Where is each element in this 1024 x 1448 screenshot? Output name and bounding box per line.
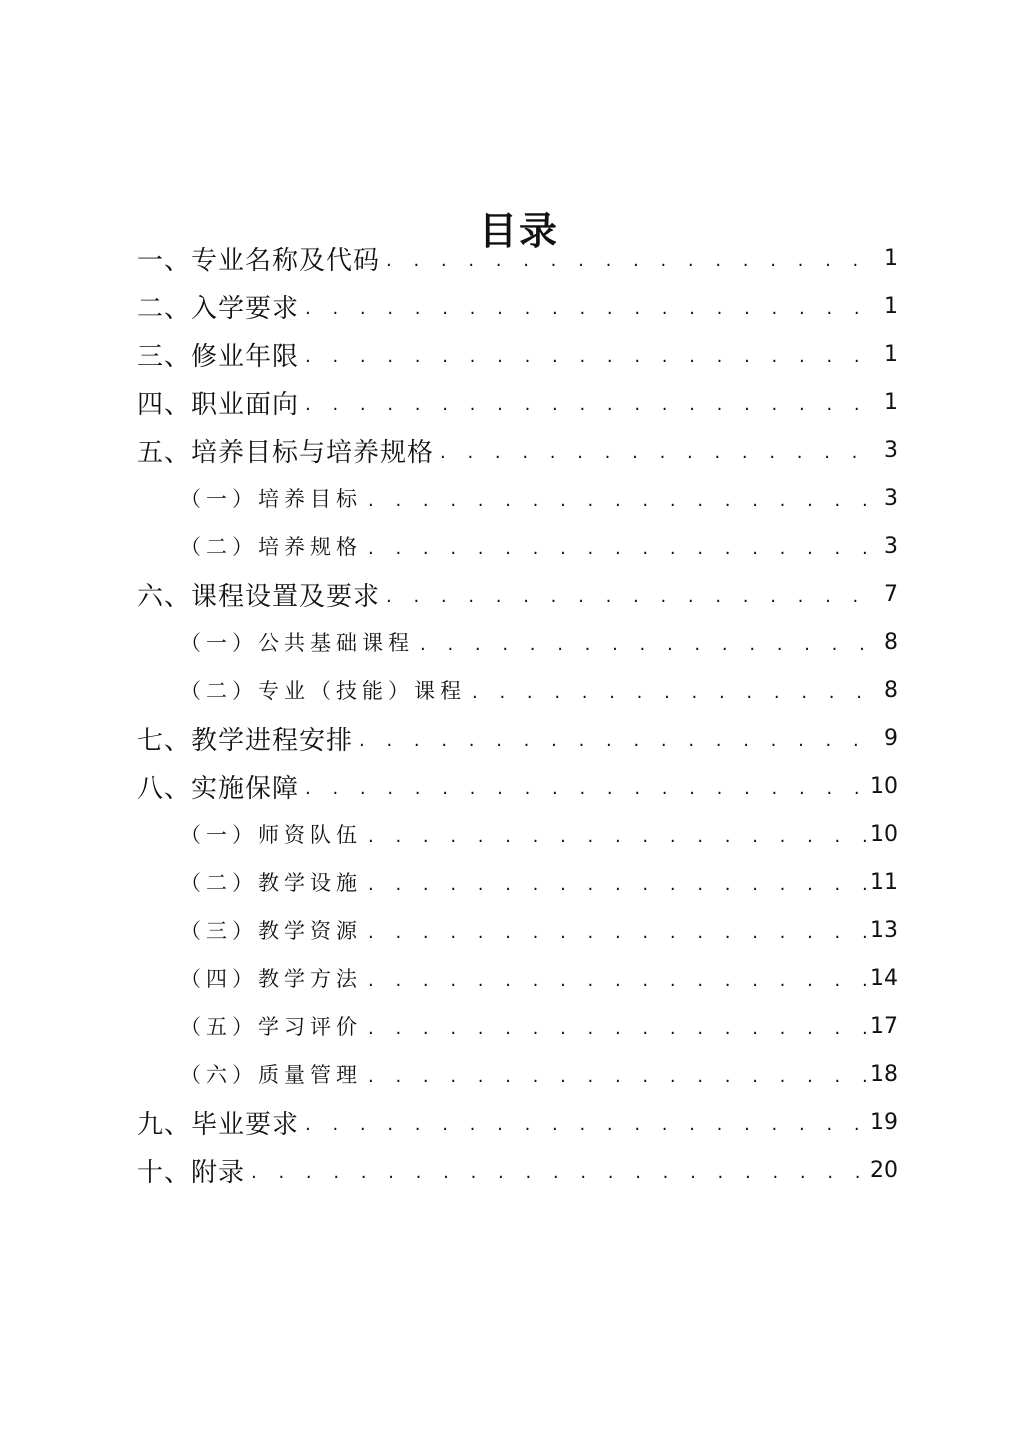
- dot-leader: [440, 438, 876, 474]
- dot-leader: [368, 918, 868, 954]
- toc-entry-page-number: 1: [884, 293, 898, 319]
- dot-leader: [368, 486, 882, 522]
- toc-entry-label: （三）教学资源: [180, 919, 362, 943]
- toc-subentry[interactable]: [180, 954, 898, 1002]
- toc-entry-label: 一、专业名称及代码: [137, 245, 381, 276]
- toc-entry-page-number: 11: [870, 869, 898, 895]
- toc-entry-label: （一）师资队伍: [180, 823, 362, 847]
- dot-leader: [305, 342, 876, 378]
- toc-entry-page-number: 1: [884, 389, 898, 415]
- toc-entry-page-number: 20: [870, 1157, 898, 1183]
- toc-subentry[interactable]: [180, 858, 898, 906]
- dot-leader: [359, 726, 876, 762]
- dot-leader: [420, 630, 882, 666]
- toc-entry-label: 八、实施保障: [137, 773, 300, 804]
- toc-subentry[interactable]: [180, 1002, 898, 1050]
- toc-subentry[interactable]: [180, 522, 898, 570]
- toc-subentry[interactable]: [180, 906, 898, 954]
- toc-subentry[interactable]: [180, 1050, 898, 1098]
- toc-entry-label: （四）教学方法: [180, 967, 362, 991]
- toc-entry-label: 七、教学进程安排: [137, 725, 354, 756]
- toc-entry-label: 十、附录: [137, 1157, 246, 1188]
- toc-entry[interactable]: [137, 1098, 898, 1146]
- toc-entry-page-number: 3: [884, 533, 898, 559]
- toc-entry-label: （二）教学设施: [180, 871, 362, 895]
- toc-entry-page-number: 10: [870, 821, 898, 847]
- toc-entry-label: （二）培养规格: [180, 535, 362, 559]
- toc-subentry[interactable]: [180, 666, 898, 714]
- toc-entry-page-number: 8: [884, 629, 898, 655]
- toc-entry-label: （五）学习评价: [180, 1015, 362, 1039]
- toc-entry[interactable]: [137, 570, 898, 618]
- toc-entry[interactable]: [137, 762, 898, 810]
- dot-leader: [472, 678, 882, 714]
- toc-entry-page-number: 13: [870, 917, 898, 943]
- toc-entry[interactable]: [137, 282, 898, 330]
- toc-subentry[interactable]: [180, 618, 898, 666]
- dot-leader: [305, 1110, 862, 1146]
- toc-entry-label: （一）培养目标: [180, 487, 362, 511]
- dot-leader: [368, 1014, 868, 1050]
- dot-leader: [386, 582, 876, 618]
- dot-leader: [305, 294, 876, 330]
- dot-leader: [368, 1062, 868, 1098]
- toc-entry-label: 四、职业面向: [137, 389, 300, 420]
- dot-leader: [386, 246, 876, 282]
- dot-leader: [368, 822, 868, 858]
- toc-entry-page-number: 3: [884, 437, 898, 463]
- toc-entry-page-number: 9: [884, 725, 898, 751]
- dot-leader: [368, 534, 882, 570]
- dot-leader: [305, 774, 862, 810]
- toc-entry[interactable]: [137, 714, 898, 762]
- toc-entry-label: 三、修业年限: [137, 341, 300, 372]
- toc-subentry[interactable]: [180, 474, 898, 522]
- toc-entry-page-number: 1: [884, 341, 898, 367]
- toc-entry-label: （一）公共基础课程: [180, 631, 414, 655]
- toc-entry-page-number: 17: [870, 1013, 898, 1039]
- toc-subentry[interactable]: [180, 810, 898, 858]
- dot-leader: [368, 870, 868, 906]
- dot-leader: [368, 966, 868, 1002]
- toc-entry-label: 六、课程设置及要求: [137, 581, 381, 612]
- toc-entry-label: （二）专业（技能）课程: [180, 679, 466, 703]
- toc-entry-page-number: 3: [884, 485, 898, 511]
- page-title: 目录: [478, 209, 559, 254]
- toc-entry[interactable]: [137, 378, 898, 426]
- toc-entry-label: 九、毕业要求: [137, 1109, 300, 1140]
- toc-entry-page-number: 14: [870, 965, 898, 991]
- toc-entry-label: 五、培养目标与培养规格: [137, 437, 435, 468]
- toc-entry-page-number: 1: [884, 245, 898, 271]
- dot-leader: [251, 1158, 862, 1194]
- toc-entry-label: 二、入学要求: [137, 293, 300, 324]
- toc-entry[interactable]: [137, 330, 898, 378]
- toc-entry-page-number: 19: [870, 1109, 898, 1135]
- toc-entry-label: （六）质量管理: [180, 1063, 362, 1087]
- dot-leader: [305, 390, 876, 426]
- toc-entry-page-number: 10: [870, 773, 898, 799]
- toc-entry-page-number: 8: [884, 677, 898, 703]
- toc-entry-page-number: 18: [870, 1061, 898, 1087]
- toc-entry-page-number: 7: [884, 581, 898, 607]
- toc-entry[interactable]: [137, 426, 898, 474]
- toc-entry[interactable]: [137, 234, 898, 282]
- toc-entry[interactable]: [137, 1146, 898, 1194]
